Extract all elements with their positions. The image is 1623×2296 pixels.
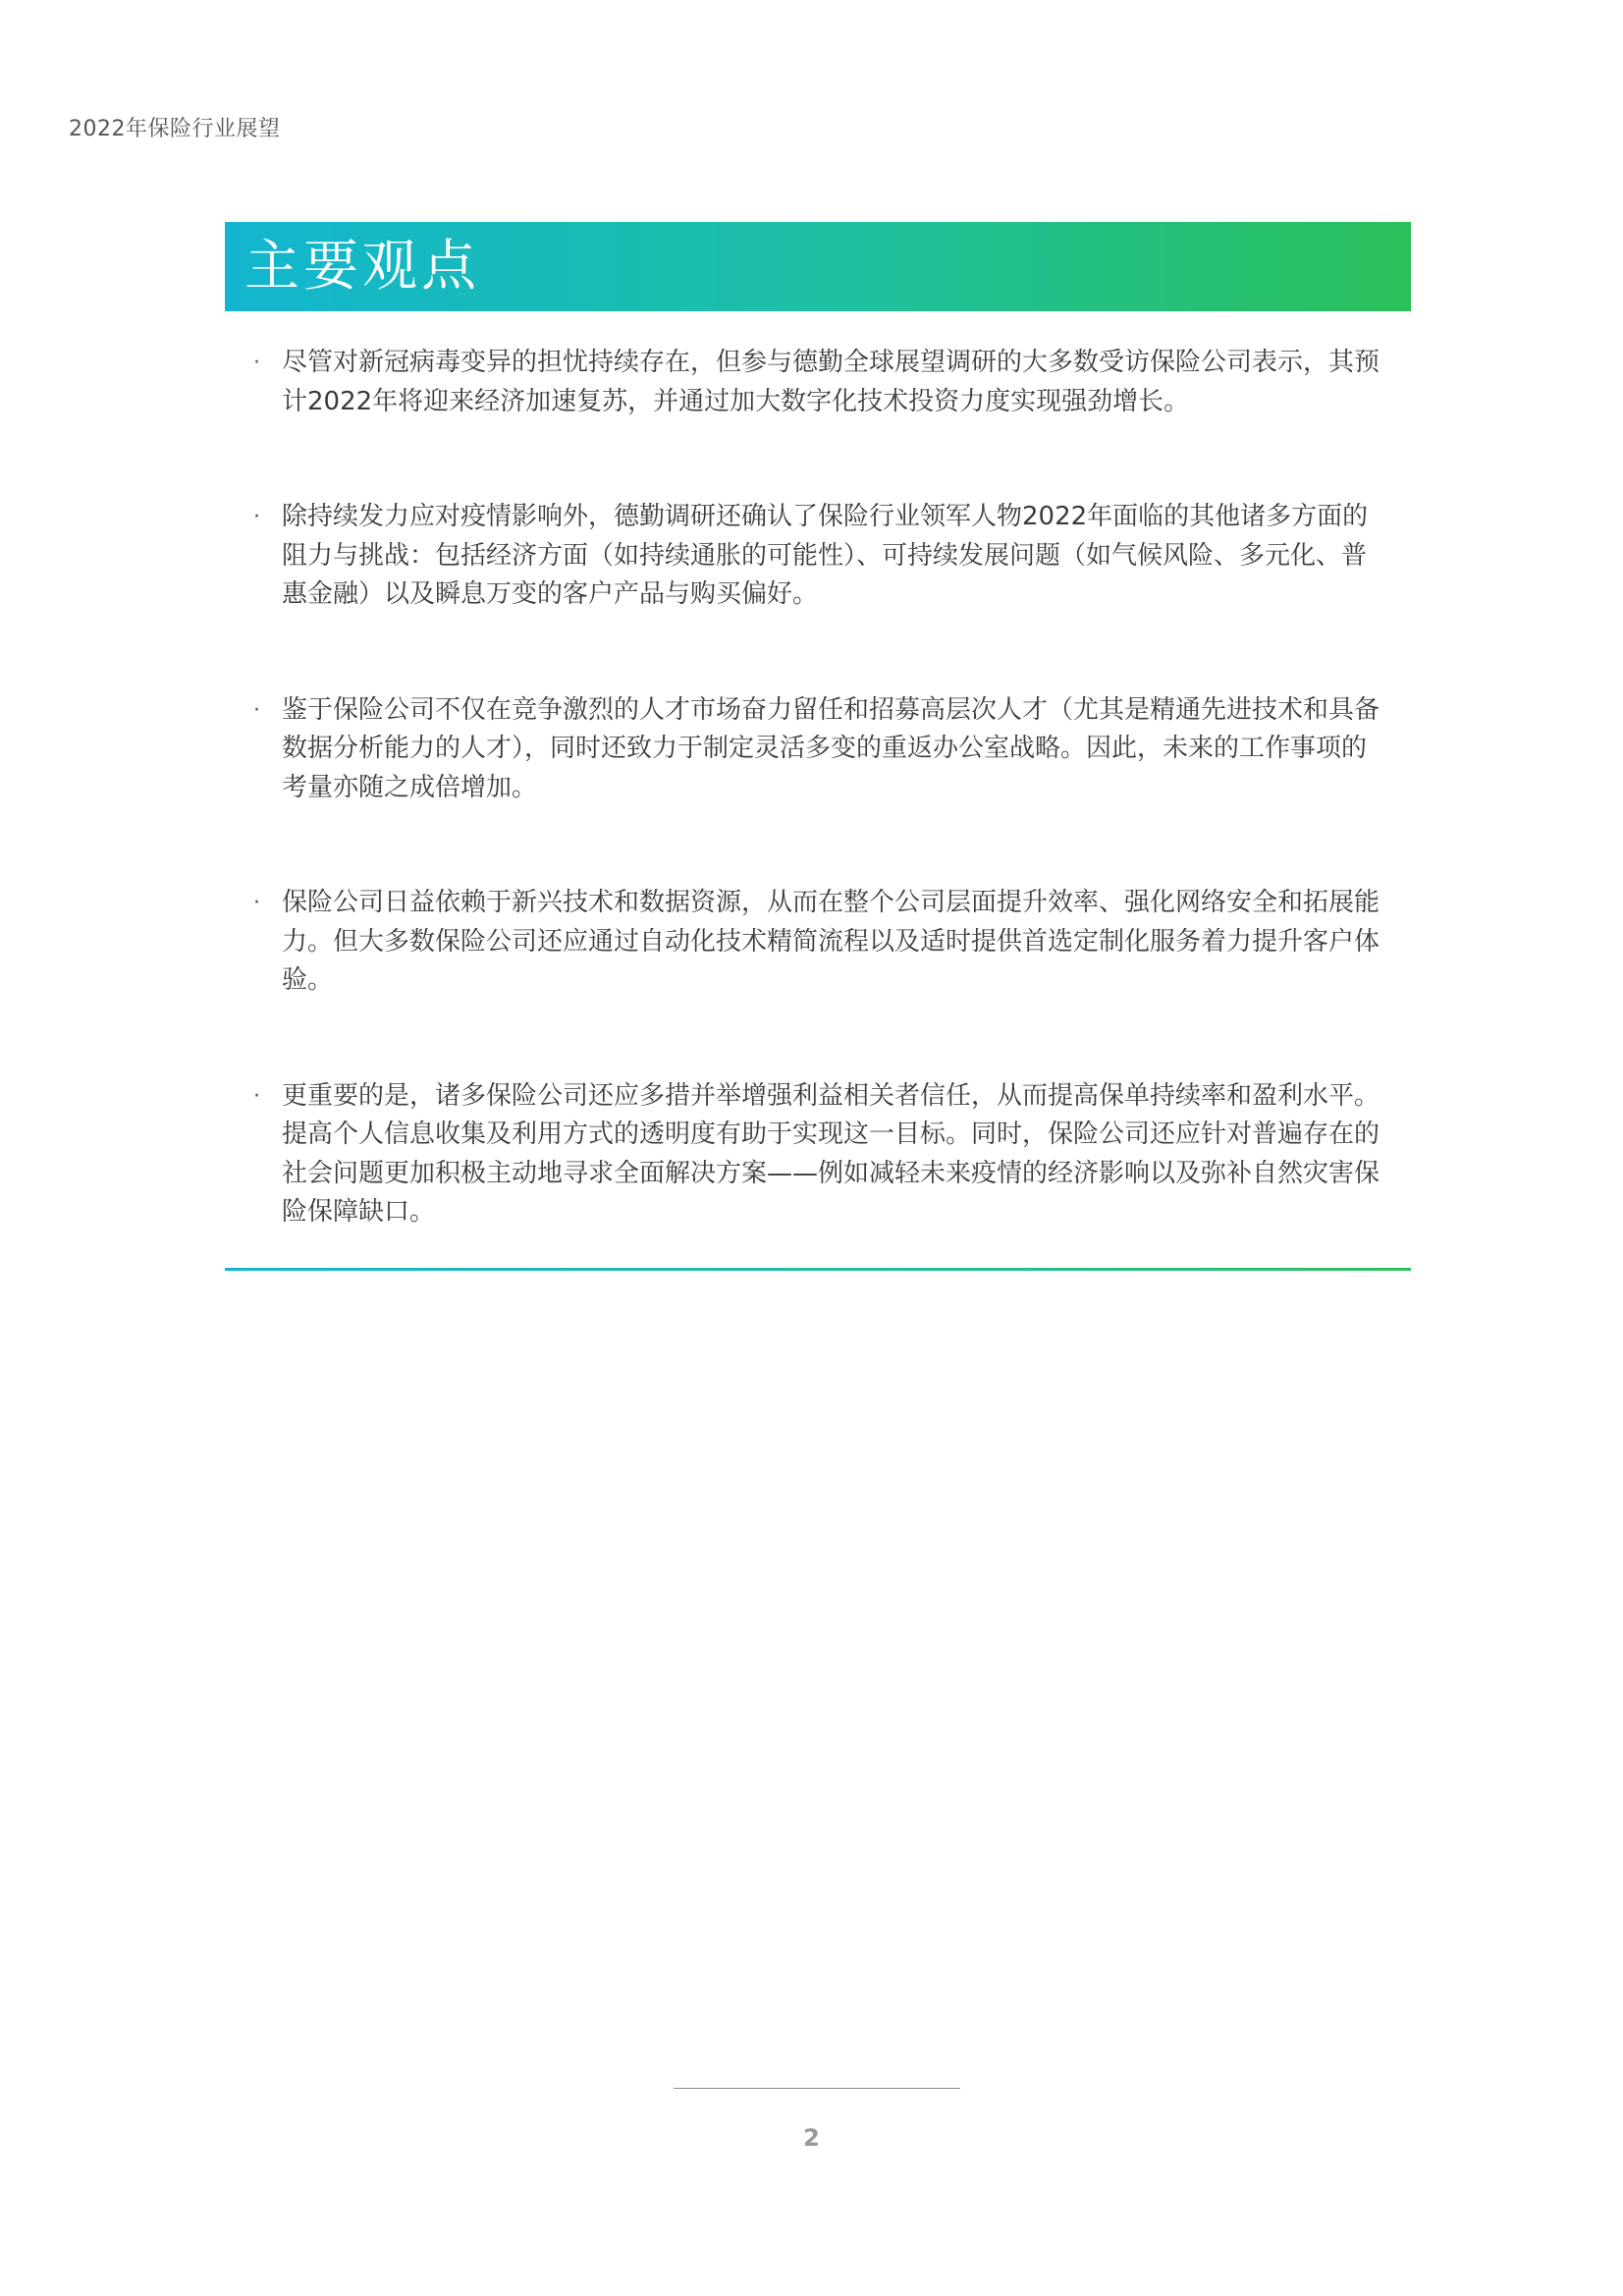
key-point-text: 尽管对新冠病毒变异的担忧持续存在，但参与德勤全球展望调研的大多数受访保险公司表示，其预计2022年将迎来经济加速复苏，并通过加大数字化技术投资力度实现强劲增长。 xyxy=(282,348,1380,416)
bullet-dot-icon: · xyxy=(253,505,260,529)
key-point xyxy=(253,1077,1382,1232)
key-point xyxy=(253,884,1382,1001)
key-point xyxy=(253,498,1382,615)
key-point-text: 保险公司日益依赖于新兴技术和数据资源，从而在整个公司层面提升效率、强化网络安全和拓展能力。但大多数保险公司还应通过自动化技术精简流程以及适时提供首选定制化服务着力提升客户体验。 xyxy=(282,888,1380,995)
section-banner xyxy=(225,222,1411,311)
footer-divider xyxy=(674,2088,960,2089)
key-points-list xyxy=(253,344,1382,1232)
running-header: 2022年保险行业展望 xyxy=(69,117,281,141)
bullet-dot-icon: · xyxy=(253,1083,260,1109)
key-point-text: 除持续发力应对疫情影响外，德勤调研还确认了保险行业领军人物2022年面临的其他诸多方面的阻力与挑战：包括经济方面（如持续通胀的可能性）、可持续发展问题（如气候风险、多元化、普惠金融）以及瞬息万变的客户产品与购买偏好。 xyxy=(282,502,1369,609)
section-title: 主要观点 xyxy=(244,234,480,299)
key-point-text: 更重要的是，诸多保险公司还应多措并举增强利益相关者信任，从而提高保单持续率和盈利水平。提高个人信息收集及利用方式的透明度有助于实现这一目标。同时，保险公司还应针对普遍存在的社会问题更加积极主动地寻求全面解决方案——例如减轻未来疫情的经济影响以及弥补自然灾害保险保障缺口。 xyxy=(282,1080,1380,1227)
key-point-text: 鉴于保险公司不仅在竞争激烈的人才市场奋力留任和招募高层次人才（尤其是精通先进技术和具备数据分析能力的人才），同时还致力于制定灵活多变的重返办公室战略。因此，未来的工作事项的考量亦随之成倍增加。 xyxy=(282,694,1380,802)
key-point xyxy=(253,691,1382,808)
bullet-dot-icon: · xyxy=(253,697,260,723)
bullet-dot-icon: · xyxy=(253,891,260,915)
bullet-dot-icon: · xyxy=(253,351,260,375)
section-divider xyxy=(225,1268,1411,1271)
page-number: 2 xyxy=(803,2124,820,2152)
key-point xyxy=(253,344,1382,421)
